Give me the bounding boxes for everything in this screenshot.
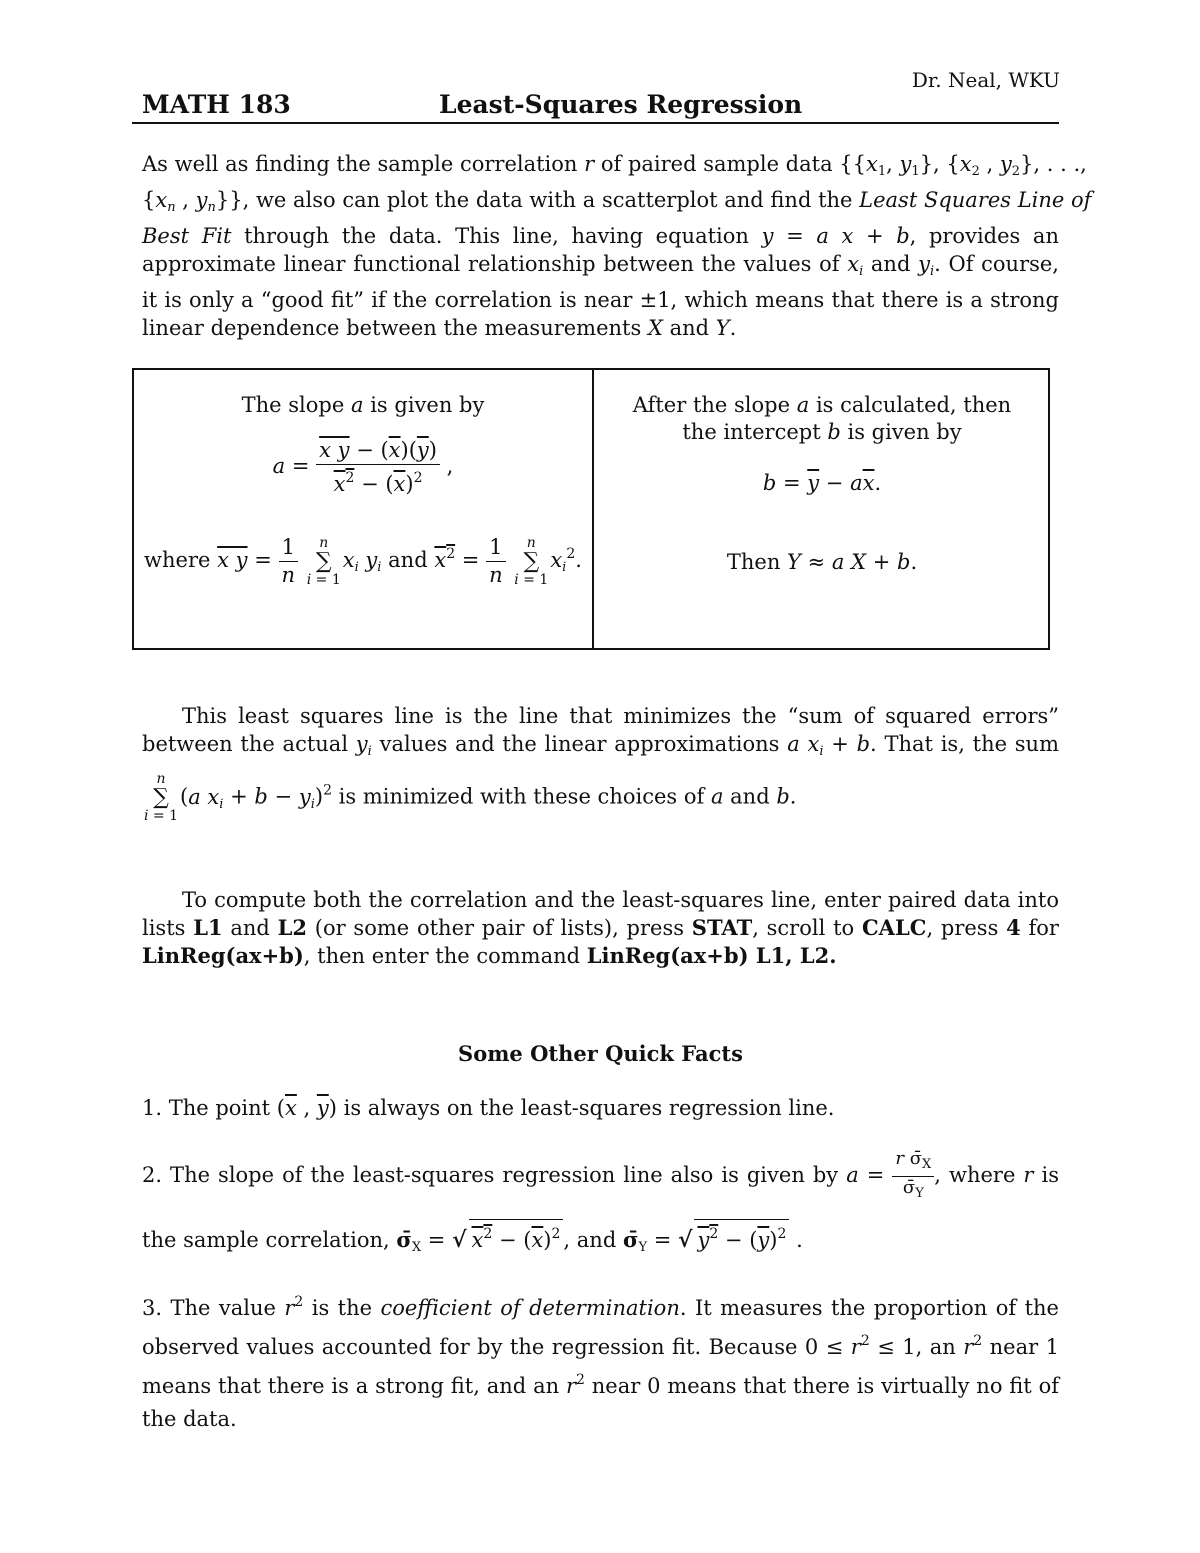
intro-paragraph — [142, 150, 1092, 342]
intercept-caption-1: After the slope a is calculated, then — [632, 393, 1012, 417]
intro-line-2: {$x_n$ , $y_n$}}, we also can plot the data with a scatterplot and find the Least Squares Line of — [142, 188, 1092, 215]
facts-heading: Some Other Quick Facts — [458, 1041, 743, 1066]
fact-2 — [142, 1148, 1059, 1262]
intro-line-6: linear dependence between the measurements X and Y. — [142, 316, 737, 340]
minimize-line-2: between the actual $y_i$ values and the linear approximations a $x_i + b$. That is, the sum — [142, 732, 1059, 759]
fact-1: 1. The point ($\overline{x}$ , $\overline{y}$) is always on the least-squares regression line. — [142, 1096, 835, 1120]
document-title: Least-Squares Regression — [439, 90, 803, 119]
intro-line-4: approximate linear functional relationship between the values of $x_i$ and $y_i$. Of course, — [142, 252, 1059, 279]
minimize-line-3: n ∑ i = 1 (a $x_i + b - y_i)^2$ is minimized with these choices of a and b. — [144, 771, 797, 824]
fact-3-line-2: observed values accounted for by the regression fit. Because $0 \le r^2 \le 1$, an $r^2$ near 1 — [142, 1333, 1059, 1359]
fact-3-line-4: the data. — [142, 1407, 237, 1431]
approximation-formula: Then Y ≈ a X + b. — [726, 550, 918, 574]
intro-line-1: As well as finding the sample correlation r of paired sample data {{$x_1$, $y_1$}, {$x_2$ , $y_2$}, . . ., — [142, 152, 1087, 179]
slope-fraction: $\frac{x y - (\overline{x})(\overline{y})}{x^2 - (\overline{x})^2}$ — [316, 437, 440, 498]
calculator-line-1: To compute both the correlation and the least-squares line, enter paired data into — [182, 888, 1059, 912]
calculator-line-3: LinReg(ax+b), then enter the command LinReg(ax+b) L1, L2. — [142, 943, 837, 968]
formula-box — [132, 368, 1050, 650]
minimize-paragraph — [142, 702, 1059, 824]
fact-3-line-3: means that there is a strong fit, and an $r^2$ near 0 means that there is virtually no fit of — [142, 1372, 1059, 1398]
fact-3 — [142, 1286, 1059, 1436]
fact-2-line-1: 2. The slope of the least-squares regression line also is given by a = $\frac{r \sigmā_X}{\sigmā_Y}$ , where r is — [142, 1148, 1059, 1201]
calculator-paragraph — [142, 886, 1059, 970]
intercept-formula: $b = \overline{y} - a\overline{x}$. — [762, 471, 882, 495]
slope-caption: The slope a is given by — [241, 393, 485, 417]
title-bar — [132, 88, 1059, 124]
fact-2-line-2: the sample correlation, $\sigmā_X$ = √ $x^2 - (\overline{x})^2$ , and $\sigmā_Y$ = √ $y^2 - (\overline{y})^2$ . — [142, 1219, 1059, 1262]
minimize-line-1: This least squares line is the line that minimizes the “sum of squared errors” — [182, 704, 1059, 728]
course-code: MATH 183 — [142, 90, 291, 119]
intercept-cell — [594, 392, 1050, 576]
intro-line-3: Best Fit through the data. This line, having equation y = a x + b, provides an — [142, 224, 1059, 248]
intercept-caption-2: the intercept b is given by — [682, 420, 962, 444]
slope-cell — [134, 392, 592, 589]
author-line: Dr. Neal, WKU — [911, 68, 1060, 92]
fact-3-line-1: 3. The value $r^2$ is the coefficient of determination. It measures the proportion of the — [142, 1294, 1059, 1320]
intro-line-5: it is only a “good fit” if the correlation is near ±1, which means that there is a strong — [142, 288, 1059, 312]
calculator-line-2: lists L1 and L2 (or some other pair of lists), press STAT, scroll to CALC, press 4 for — [142, 915, 1059, 940]
mean-definitions: where x y = $\frac{1}{n}$ n ∑ i = 1 $x_i$ $y_i$ and $x^2$ = $\frac{1}{n}$ n ∑ i = 1 $x_i^2$. — [144, 534, 582, 588]
slope-formula: a = $\frac{x y - (\overline{x})(\overline{y})}{x^2 - (\overline{x})^2}$ , — [272, 438, 454, 496]
